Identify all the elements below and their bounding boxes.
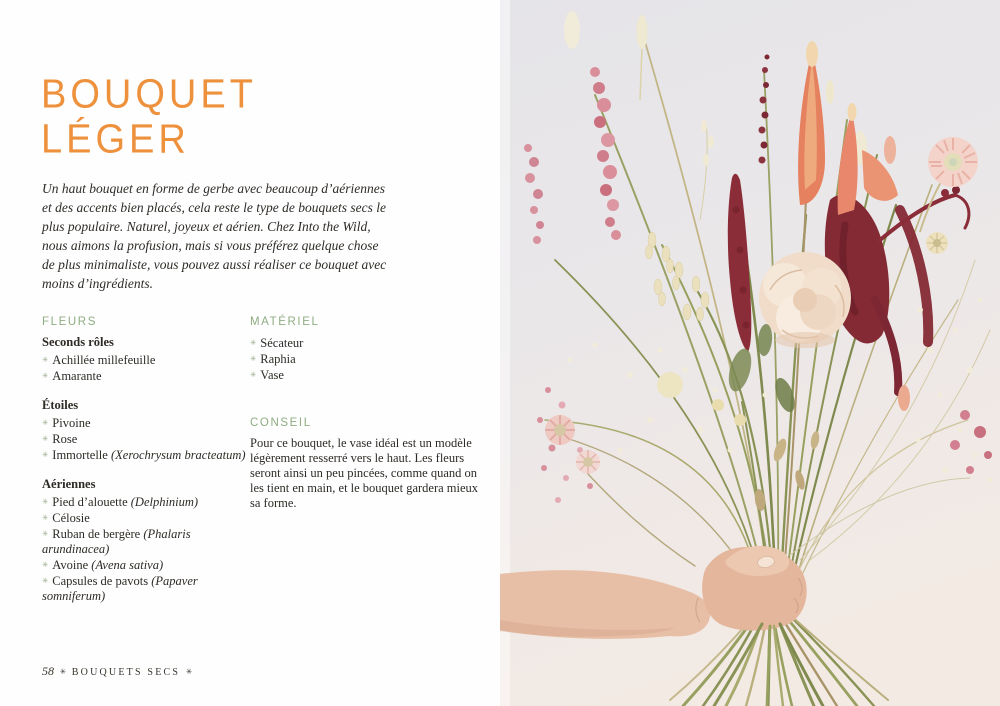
asterisk-bullet-icon: ✳ bbox=[250, 370, 257, 379]
conseil-line: Pour ce bouquet, le vase idéal est un modèle bbox=[250, 436, 472, 450]
list-item bbox=[250, 335, 465, 351]
asterisk-separator-icon: ✳ bbox=[59, 666, 67, 676]
asterisk-separator-icon: ✳ bbox=[185, 666, 193, 676]
plant-name: Achillée millefeuille bbox=[52, 353, 156, 367]
list-item bbox=[42, 573, 247, 604]
group-title: Seconds rôles bbox=[42, 335, 114, 349]
plant-name: Capsules de pavots bbox=[52, 574, 152, 588]
list-item bbox=[250, 351, 465, 367]
intro-line: et des accents bien placés, cela reste le type de bouquets secs le bbox=[42, 200, 386, 215]
plant-name: Ruban de bergère bbox=[52, 527, 144, 541]
group-title: Étoiles bbox=[42, 398, 79, 412]
asterisk-bullet-icon: ✳ bbox=[250, 338, 257, 347]
intro-paragraph bbox=[42, 179, 386, 293]
materiel-heading: MATÉRIEL bbox=[250, 316, 320, 328]
plant-latin-name: (Delphinium) bbox=[130, 495, 199, 509]
conseil-section bbox=[250, 416, 479, 511]
plant-latin-name: (Xerochrysum bracteatum) bbox=[110, 448, 246, 462]
page-title-line1: BOUQUET bbox=[41, 72, 257, 118]
plant-name: Amarante bbox=[52, 369, 102, 383]
asterisk-bullet-icon: ✳ bbox=[42, 513, 49, 522]
fleurs-group-aeriennes bbox=[42, 477, 247, 604]
plant-name: Rose bbox=[52, 432, 78, 446]
asterisk-bullet-icon: ✳ bbox=[250, 354, 257, 363]
list-item bbox=[42, 557, 247, 573]
asterisk-bullet-icon: ✳ bbox=[42, 371, 49, 380]
list-item bbox=[250, 367, 465, 383]
list-item bbox=[42, 415, 247, 431]
fleurs-heading: FLEURS bbox=[42, 316, 97, 328]
page-title-line2: LÉGER bbox=[41, 117, 190, 163]
materiel-column bbox=[250, 315, 479, 511]
fleurs-group-seconds-roles bbox=[42, 335, 247, 384]
materiel-list bbox=[250, 335, 465, 383]
plant-name: Pied d’alouette bbox=[52, 495, 131, 509]
page-footer bbox=[42, 664, 195, 679]
conseil-heading: CONSEIL bbox=[250, 417, 312, 429]
intro-line: Un haut bouquet en forme de gerbe avec beaucoup d’aériennes bbox=[42, 181, 386, 196]
list-item bbox=[42, 352, 247, 368]
asterisk-bullet-icon: ✳ bbox=[42, 355, 49, 364]
asterisk-bullet-icon: ✳ bbox=[42, 418, 49, 427]
plant-list bbox=[42, 415, 247, 463]
conseil-line: les tient en main, et le bouquet gardera mieux bbox=[250, 481, 479, 495]
material-name: Sécateur bbox=[260, 336, 304, 350]
asterisk-bullet-icon: ✳ bbox=[42, 434, 49, 443]
page-number: 58 bbox=[42, 664, 54, 678]
plant-list bbox=[42, 494, 247, 604]
list-item bbox=[42, 510, 247, 526]
plant-latin-name: (Papaver somniferum) bbox=[42, 574, 198, 603]
list-item bbox=[42, 368, 247, 384]
plant-name: Pivoine bbox=[52, 416, 91, 430]
conseil-line: légèrement resserré vers le haut. Les fleurs bbox=[250, 451, 465, 465]
fleurs-column bbox=[42, 315, 247, 618]
fleurs-group-etoiles bbox=[42, 398, 247, 463]
asterisk-bullet-icon: ✳ bbox=[42, 497, 49, 506]
conseil-line: seront ainsi un peu pincées, comme quand on bbox=[250, 466, 478, 480]
plant-list bbox=[42, 352, 247, 384]
conseil-paragraph bbox=[250, 436, 479, 511]
material-name: Raphia bbox=[260, 352, 296, 366]
intro-line: de plus minimaliste, vous pouvez aussi réaliser ce bouquet avec bbox=[42, 257, 387, 272]
chapter-label: BOUQUETS SECS bbox=[71, 667, 181, 678]
asterisk-bullet-icon: ✳ bbox=[42, 450, 49, 459]
right-page-photo bbox=[500, 0, 1000, 706]
plant-name: Immortelle bbox=[52, 448, 111, 462]
material-name: Vase bbox=[260, 368, 284, 382]
group-title: Aériennes bbox=[42, 477, 96, 491]
asterisk-bullet-icon: ✳ bbox=[42, 529, 49, 538]
plant-name: Avoine bbox=[52, 558, 92, 572]
plant-latin-name: (Avena sativa) bbox=[91, 558, 164, 572]
intro-line: nous aimons la profusion, mais si vous préférez quelque chose bbox=[42, 238, 379, 253]
asterisk-bullet-icon: ✳ bbox=[42, 576, 49, 585]
intro-line: moins d’ingrédients. bbox=[42, 276, 153, 291]
list-item bbox=[42, 494, 247, 510]
plant-latin-name: (Phalaris arundinacea) bbox=[42, 527, 191, 556]
conseil-line: sa forme. bbox=[250, 496, 297, 510]
list-item bbox=[42, 526, 247, 557]
list-item bbox=[42, 447, 247, 463]
asterisk-bullet-icon: ✳ bbox=[42, 560, 49, 569]
list-item bbox=[42, 431, 247, 447]
bouquet-photo bbox=[500, 0, 1000, 706]
intro-line: plus populaire. Naturel, joyeux et aérien. Chez Into the Wild, bbox=[42, 219, 371, 234]
page-title bbox=[41, 71, 257, 161]
plant-name: Célosie bbox=[52, 511, 90, 525]
